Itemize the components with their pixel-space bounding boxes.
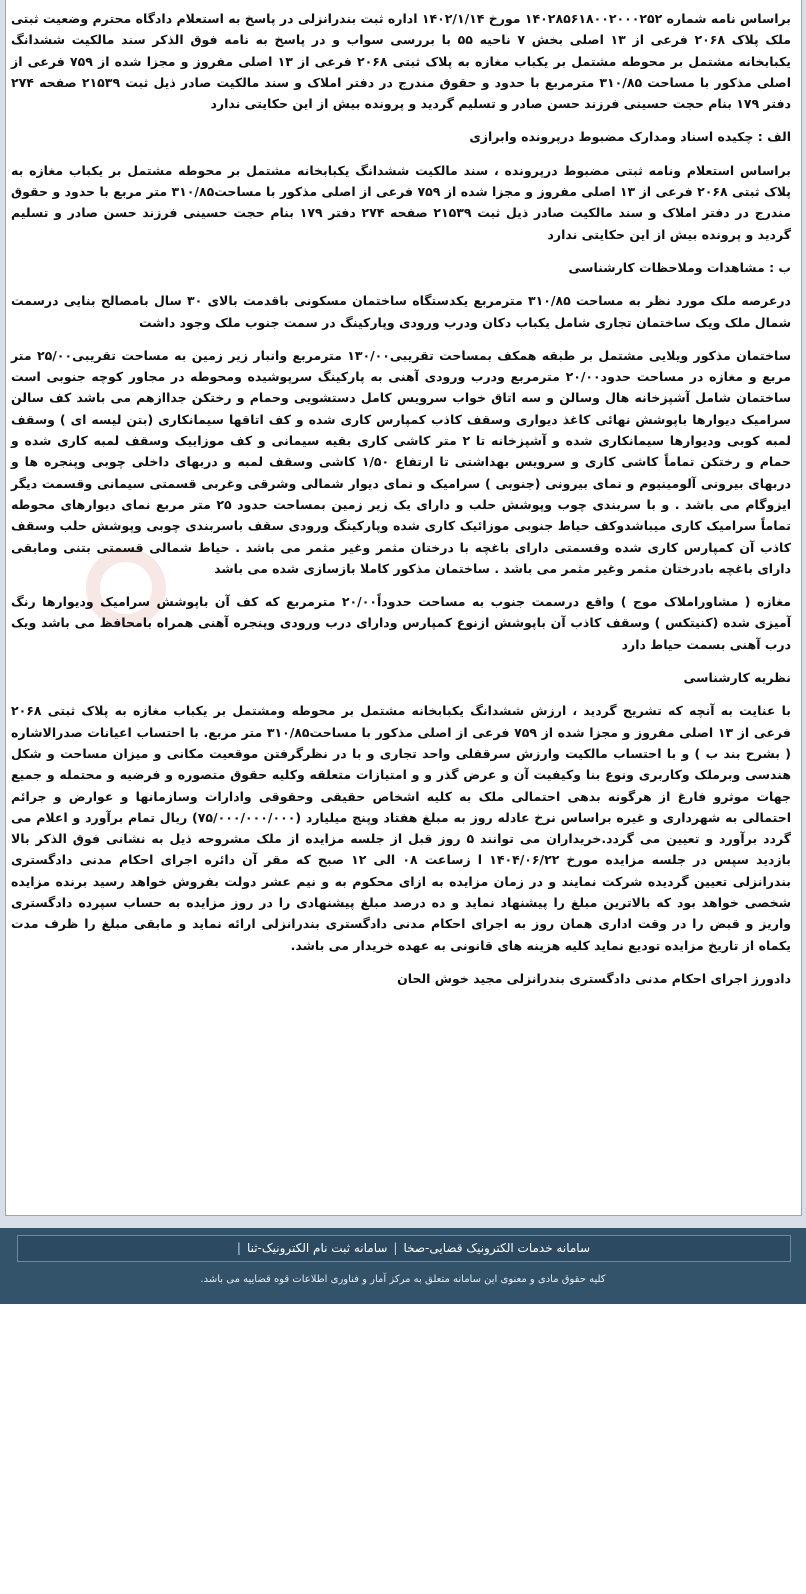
- paragraph-expert-opinion: با عنایت به آنچه که تشریح گردید ، ارزش ششدانگ یکبابخانه مشتمل بر محوطه ومشتمل بر یکباب مغازه به پلاک ثبتی ۲۰۶۸ فرعی از ۱۳ اصلی مفروز و مجزا شده از ۷۵۹ فرعی از اصلی مذکور با مساحت۳۱۰/۸۵ متر مربع. با احتساب اعیانات صدرالاشاره ( بشرح بند ب ) و با احتساب مالکیت وارزش سرقفلی واحد تجاری و با در نظرگرفتن موقعیت مکانی و میزان مساحت و شکل هندسی وبرملک وکاربری ونوع بنا وکیفیت آن و عرض گذر و و امتیازات متعلقه وکلیه حقوق متصوره و فرضیه و محتمله و جمیع جهات موثرو فارغ از هرگونه بدهی احتمالی ملک به کلیه اشخاص حقیقی وحقوقی وادارات وسازمانها و عوارض و جرائم احتمالی به شهرداری و غیره براساس نرخ عادله روز به مبلغ هفتاد وپنج میلیارد (۷۵/۰۰۰/۰۰۰/۰۰۰) ریال تمام برآورد و اعلام می گردد برآورد و تعیین می گردد.خریداران می توانند ۵ روز قبل از جلسه مزایده از ملک مشروحه ذیل به نشانی فوق الذکر بالا بازدید سپس در جلسه مزایده مورخ ۱۴۰۴/۰۶/۲۲ ا زساعت ۰۸ الی ۱۲ صبح که مقر آن دائره اجرای احکام مدنی دادگستری بندرانزلی تعیین گردیده شرکت نمایند و در زمان مزایده به ازای محکوم به و نیم عشر دولت بفروش خواهد رسید برنده مزایده شخصی خواهد بود که بالاترین مبلغ را پیشنهاد نماید و ده درصد مبلغ پیشنهادی را در روز مزایده به حساب سپرده دادگستری واریز و قبض را در وقت اداری همان روز به اجرای احکام مدنی دادگستری بندرانزلی ارائه نماید و مابقی مبلغ را ظرف مدت یکماه از تاریخ مزایده تودیع نماید کلیه هزینه های قانونی به عهده خریدار می باشد.: [11, 703, 792, 953]
- heading-alef: الف : چکیده اسناد ومدارک مضبوط درپرونده وابرازی: [469, 129, 791, 145]
- paragraph-registry-letter: براساس نامه شماره ۱۴۰۲۸۵۶۱۸۰۰۲۰۰۰۲۵۲ مورخ ۱۴۰۲/۱/۱۴ اداره ثبت بندرانزلی در پاسخ به استعلام دادگاه محترم وضعیت ثبتی ملک پلاک ۲۰۶۸ فرعی از ۱۳ اصلی بخش ۷ ناحیه ۵۵ با بررسی سواب و در پاسخ به نامه فوق الذکر سند مالکیت ششدانگ یکبابخانه مشتمل بر محوطه مشتمل بر یکباب مغازه به پلاک ثبتی ۲۰۶۸ فرعی از ۱۳ اصلی مفروز و مجزا شده از ۷۵۹ فرعی از اصلی مذکور با مساحت ۳۱۰/۸۵ مترمربع با حدود و حقوق مندرج در دفتر املاک و سند مالکیت صادر ذیل ثبت ۲۱۵۳۹ صفحه ۲۷۴ دفتر ۱۷۹ بنام حجت حسینی فرزند حسن صادر و تسلیم گردید و پرونده بیش از این حکایتی ندارد: [11, 11, 791, 112]
- footer-link-sana[interactable]: سامانه ثبت نام الکترونیک-ثنا: [246, 1241, 388, 1255]
- heading-be: ب : مشاهدات وملاحظات کارشناسی: [568, 259, 791, 275]
- paragraph-property-overview: درعرصه ملک مورد نظر به مساحت ۳۱۰/۸۵ مترمربع یکدستگاه ساختمان مسکونی باقدمت بالای ۳۰ سال بامصالح بنایی درسمت شمال ملک ویک ساختمان تجاری شامل یکباب دکان ودرب ورودی وپارکینگ در سمت جنوب ملک وجود داشت: [11, 293, 791, 330]
- paragraph-building-description: ساختمان مذکور ویلایی مشتمل بر طبقه همکف بمساحت تقریبی۱۳۰/۰۰ مترمربع وانبار زیر زمین به مساحت تقریبی۲۵/۰۰ متر مربع و مغازه در مساحت حدود۲۰/۰۰ مترمربع ودرب ورودی آهنی به پارکینگ سرپوشیده ومحوطه در مجاور کوچه جنوبی است ساختمان شامل آشپزخانه هال وسالن و سه اتاق خواب سرویس کامل دستشویی وحمام و رختکن جدا‌ازهم می باشد کف سالن سرامیک دیوارها باپوشش نهائی کاغذ دیواری وسقف کاذب کمپارس کاری شده و کف اتاقها سیمانکاری (بتن لیسه ای ) وسقف لمبه کوبی ودیوارها سیمانکاری شده و آشپزخانه تا ۲ متر کاشی کاری بقیه سیمانی و کف موزاییک وسقف لمبه کاری شده و حمام و رختکن تماماً کاشی کاری و سرویس بهداشتی تا ارتفاع ۱/۵۰ کاشی وسقف لمبه و دربهای داخلی چوبی وپنجره ها و دربهای بیرونی آلومینیوم و نمای بیرونی (جنوبی ) سرامیک و نمای دیوار شمالی وشرقی وغربی قسمتی سیمانی وقسمت دیگر ایزوگام می باشد . و با سربندی چوب وپوشش حلب و دارای یک زیر زمین بمساحت حدود ۲۵ متر مربع نمای دیوارهای محوطه تماماً سرامیک کاری میباشدوکف حیاط جنوبی موزائیک کاری شده وپارکینگ ورودی سقف باسربندی چوبی وپوشش حلب وسقف کاذب آن کمپارس کاری شده وقسمتی دارای باغچه با درختان مثمر وغیر مثمر می باشد . حیاط شمالی قسمتی بتنی ومابقی دارای باغچه بادرختان مثمر وغیر مثمر می باشد . ساختمان مذکور کاملا بازسازی شده می باشد: [11, 347, 791, 576]
- heading-expert-opinion: نظریه کارشناسی: [683, 670, 791, 686]
- footer-separator: |: [393, 1241, 398, 1255]
- footer-copyright: کلیه حقوق مادی و معنوی این سامانه متعلق به مرکز آمار و فناوری اطلاعات قوه قضاییه می باشد.: [200, 1274, 606, 1285]
- signature-line: دادورز اجرای احکام مدنی دادگستری بندرانزلی مجید خوش الحان: [397, 970, 791, 986]
- document-body: [11, 8, 791, 1001]
- paragraph-shop-description: مغازه ( مشاوراملاک موج ) واقع درسمت جنوب به مساحت حدوداً۲۰/۰۰ مترمربع که کف آن باپوشش سرامیک ودیوارها رنگ آمیزی شده (کنیتکس ) وسقف کاذب آن باپوشش ازنوع کمپارس ودارای درب ورودی وپنجره آهنی همراه بامحافظ می باشد ویک درب آهنی بسمت حیاط دارد: [11, 594, 791, 652]
- paragraph-documents-summary: براساس استعلام ونامه ثبتی مضبوط درپرونده ، سند مالکیت ششدانگ یکبابخانه مشتمل بر محوطه مشتمل بر یکباب مغازه به پلاک ثبتی ۲۰۶۸ فرعی از ۱۳ اصلی مفروز و مجزا شده از ۷۵۹ فرعی از اصلی مذکور با مساحت۳۱۰/۸۵ متر مربع با حدود و حقوق مندرج در دفتر املاک و سند مالکیت صادر ذیل ثبت ۲۱۵۳۹ صفحه ۲۷۴ دفتر ۱۷۹ بنام حجت حسینی فرزند حسن صادر و تسلیم گردید و پرونده بیش از این حکایتی ندارد: [11, 162, 791, 242]
- footer-links-bar: [17, 1235, 791, 1262]
- footer-link-sakha[interactable]: سامانه خدمات الکترونیک قضایی-صخا: [403, 1241, 590, 1255]
- site-footer: [0, 1228, 806, 1304]
- footer-separator-end: |: [236, 1241, 241, 1255]
- document-panel: [5, 0, 802, 1216]
